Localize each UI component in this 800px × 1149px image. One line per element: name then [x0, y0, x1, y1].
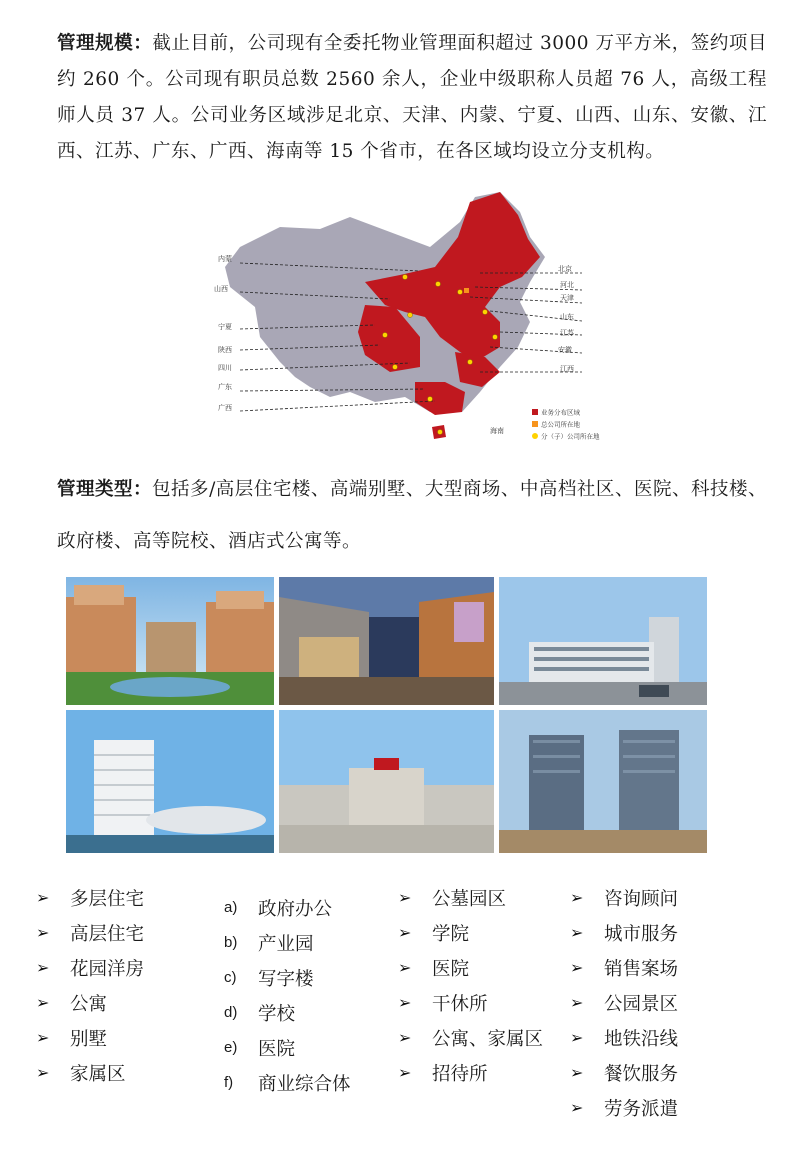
list-item-text: 多层住宅 — [70, 888, 145, 910]
list-item — [398, 985, 543, 1020]
list-item-text: 销售案场 — [604, 958, 679, 980]
residential-towers-photo — [66, 577, 274, 705]
arrow-bullet-icon: ➢ — [36, 958, 50, 977]
scale-paragraph — [57, 26, 767, 170]
arrow-bullet-icon: ➢ — [570, 1063, 584, 1082]
scale-text: 截止目前，公司现有全委托物业管理面积超过 3000 万平方米，签约项目约 260 个。公司现有职员总数 2560 余人，企业中级职称人员超 76 人，高级工程师人员 37 人。公司业务区域涉足北京、天津、内蒙、宁夏、山西、山东、安徽、江西、江苏、广东、广西、海南等 15 个省市，在各区域均设立分支机构。 — [57, 33, 767, 162]
list-item-marker: f) — [224, 1074, 234, 1091]
map-label-right: 河北 — [560, 281, 574, 289]
arrow-bullet-icon: ➢ — [398, 923, 412, 942]
types-paragraph — [57, 464, 767, 568]
government-hall-photo — [279, 710, 494, 853]
list-item — [36, 1055, 144, 1090]
map-label-left: 广东 — [218, 383, 232, 391]
shopping-mall-photo — [279, 577, 494, 705]
arrow-bullet-icon: ➢ — [36, 1028, 50, 1047]
list-item-text: 产业园 — [258, 933, 314, 955]
list-item-text: 公寓、家属区 — [432, 1028, 544, 1050]
list-item — [36, 1020, 144, 1055]
list-item — [398, 915, 543, 950]
list-item-text: 城市服务 — [604, 923, 679, 945]
list-item — [224, 1065, 351, 1100]
scale-label: 管理规模： — [57, 33, 153, 54]
arrow-bullet-icon: ➢ — [36, 888, 50, 907]
list-item-text: 写字楼 — [258, 968, 314, 990]
list-item-text: 学校 — [258, 1003, 296, 1025]
list-item — [36, 880, 144, 915]
map-legend-label: 分（子）公司所在地 — [541, 432, 600, 441]
china-map-figure — [200, 187, 620, 449]
list-item — [36, 915, 144, 950]
arrow-bullet-icon: ➢ — [398, 993, 412, 1012]
list-item-text: 干休所 — [432, 993, 488, 1015]
arrow-bullet-icon: ➢ — [570, 1028, 584, 1047]
list-item-marker: e) — [224, 1039, 238, 1056]
list-item-marker: a) — [224, 899, 238, 916]
list-item-marker: c) — [224, 969, 237, 986]
list-item — [224, 960, 351, 995]
list-item-text: 家属区 — [70, 1063, 126, 1085]
list-item — [570, 1020, 678, 1055]
arrow-bullet-icon: ➢ — [398, 958, 412, 977]
list-item — [224, 890, 351, 925]
list-item — [398, 950, 543, 985]
list-column-2 — [224, 890, 351, 1100]
list-item-marker: d) — [224, 1004, 238, 1021]
list-item-text: 公园景区 — [604, 993, 679, 1015]
arrow-bullet-icon: ➢ — [570, 1098, 584, 1117]
map-legend-label: 业务分布区域 — [541, 408, 580, 417]
map-label-left: 陕西 — [218, 346, 232, 354]
arrow-bullet-icon: ➢ — [398, 888, 412, 907]
list-item-text: 医院 — [258, 1038, 296, 1060]
list-item-text: 公墓园区 — [432, 888, 507, 910]
types-label: 管理类型： — [57, 479, 153, 500]
list-item-text: 医院 — [432, 958, 470, 980]
list-item — [398, 880, 543, 915]
map-label-right: 北京 — [558, 265, 572, 273]
government-office-photo — [499, 577, 707, 705]
list-column-1 — [36, 880, 144, 1090]
list-item — [570, 915, 678, 950]
list-column-4 — [570, 880, 678, 1125]
list-item-text: 高层住宅 — [70, 923, 145, 945]
list-item — [570, 880, 678, 915]
list-item-marker: b) — [224, 934, 238, 951]
list-item-text: 商业综合体 — [258, 1073, 351, 1095]
arrow-bullet-icon: ➢ — [36, 1063, 50, 1082]
map-label-left: 宁夏 — [218, 323, 232, 331]
arrow-bullet-icon: ➢ — [570, 888, 584, 907]
map-label-left: 四川 — [218, 364, 232, 372]
list-item-text: 地铁沿线 — [604, 1028, 679, 1050]
hq-marker — [464, 288, 469, 293]
list-item-text: 学院 — [432, 923, 470, 945]
list-item — [398, 1055, 543, 1090]
map-label-left: 山西 — [214, 285, 228, 293]
list-item-text: 餐饮服务 — [604, 1063, 679, 1085]
map-label-right: 江苏 — [560, 329, 574, 337]
list-item-text: 别墅 — [70, 1028, 108, 1050]
list-item-text: 招待所 — [432, 1063, 488, 1085]
arrow-bullet-icon: ➢ — [36, 993, 50, 1012]
map-label-right: 安徽 — [558, 346, 572, 354]
list-item-text: 政府办公 — [258, 898, 333, 920]
types-text: 包括多/高层住宅楼、高端别墅、大型商场、中高档社区、医院、科技楼、政府楼、高等院校、酒店式公寓等。 — [57, 479, 767, 552]
tech-building-photo — [66, 710, 274, 853]
map-label-left: 广西 — [218, 404, 232, 412]
arrow-bullet-icon: ➢ — [570, 958, 584, 977]
list-item — [570, 1055, 678, 1090]
map-legend-label: 总公司所在地 — [541, 420, 580, 429]
list-item-text: 咨询顾问 — [604, 888, 679, 910]
arrow-bullet-icon: ➢ — [570, 993, 584, 1012]
list-item — [570, 950, 678, 985]
arrow-bullet-icon: ➢ — [570, 923, 584, 942]
list-item-text: 公寓 — [70, 993, 108, 1015]
list-item — [570, 985, 678, 1020]
office-towers-photo — [499, 710, 707, 853]
map-label-left: 内蒙 — [218, 255, 232, 263]
list-item — [36, 950, 144, 985]
map-label-hainan: 海南 — [490, 427, 504, 435]
list-item-text: 花园洋房 — [70, 958, 145, 980]
arrow-bullet-icon: ➢ — [36, 923, 50, 942]
map-label-right: 天津 — [560, 294, 574, 302]
arrow-bullet-icon: ➢ — [398, 1063, 412, 1082]
arrow-bullet-icon: ➢ — [398, 1028, 412, 1047]
list-item — [224, 1030, 351, 1065]
list-item-text: 劳务派遣 — [604, 1098, 679, 1120]
list-column-3 — [398, 880, 543, 1090]
list-item — [224, 925, 351, 960]
list-item — [224, 995, 351, 1030]
list-item — [36, 985, 144, 1020]
list-item — [570, 1090, 678, 1125]
map-label-right: 江西 — [560, 365, 574, 373]
list-item — [398, 1020, 543, 1055]
map-label-right: 山东 — [560, 313, 574, 321]
